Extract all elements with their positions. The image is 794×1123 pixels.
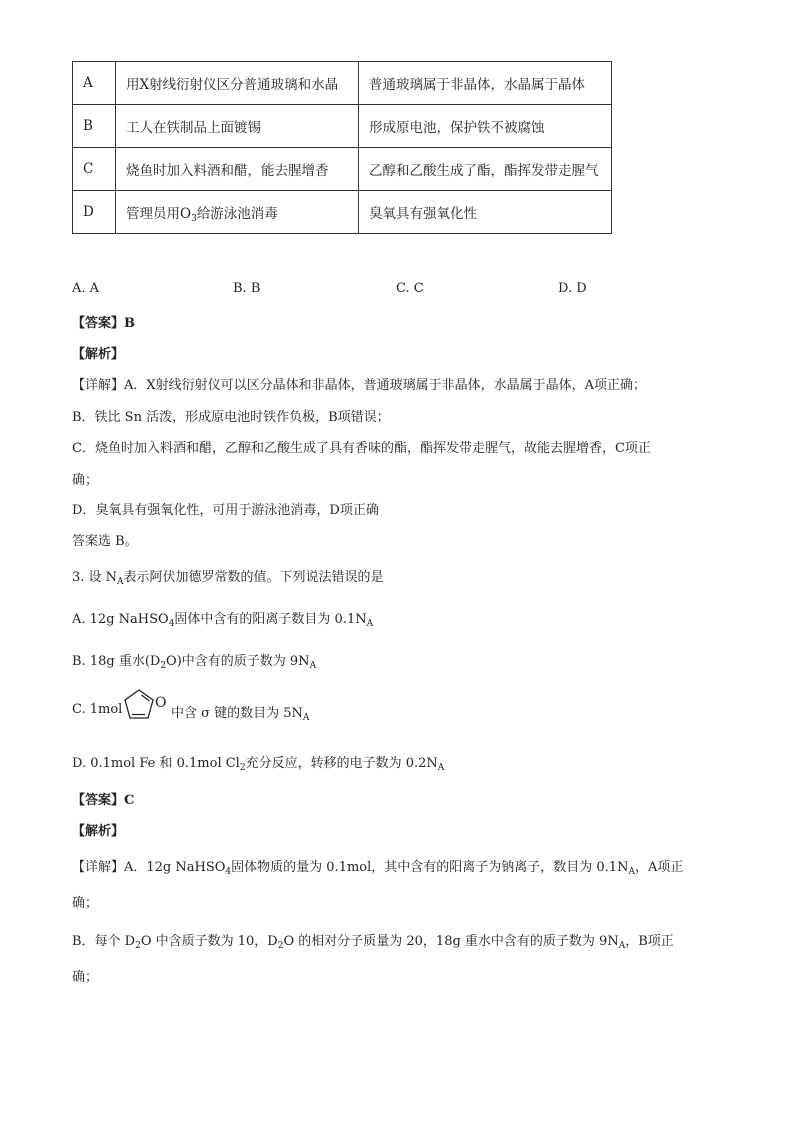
row-explanation: 乙醇和乙酸生成了酯，酯挥发带走腥气 [359,148,612,191]
q3-option-c-prefix: C. 1mol [72,702,123,717]
choice-b: B. B [233,281,261,296]
furan-structure-icon [122,686,172,728]
q2-detail-line: 答案选 B。 [72,534,138,549]
table-row [73,105,612,148]
q3-analysis-heading: 【解析】 [72,824,125,839]
q2-analysis-heading: 【解析】 [72,347,125,362]
choice-a: A. A [72,281,100,296]
q3-stem: 3. 设 $N_A$表示阿伏加德罗常数的值。下列说法错误的是 [72,570,384,587]
ring-oxygen-label: O [155,695,167,711]
q3-option-c: 中含 σ 键的数目为 $5N_A$ [171,706,310,723]
q2-detail-line: 【详解】A．X射线衍射仪可以区分晶体和非晶体，普通玻璃属于非晶体，水晶属于晶体，A项正确； [72,378,647,393]
row-label: B [73,105,116,148]
row-label: C [73,148,116,191]
row-label: D [73,191,116,234]
q3-detail-line: 确； [72,896,99,911]
q3-option-d: D. 0.1mol Fe 和 0.1mol $Cl_2$充分反应，转移的电子数为 $0.2N_A$ [72,756,445,773]
q3-detail-line: 【详解】A．12g NaHSO$_4$固体物质的量为 0.1mol，其中含有的阳离子为钠离子，数目为 $0.1N_A$，A项正 [72,860,684,877]
row-explanation: 普通玻璃属于非晶体，水晶属于晶体 [359,62,612,105]
options-table [72,61,612,234]
row-explanation: 形成原电池，保护铁不被腐蚀 [359,105,612,148]
q3-option-a: A. 12g NaHSO$_4$固体中含有的阳离子数目为 $0.1N_A$ [72,612,374,629]
row-action: 管理员用$O_3$给游泳池消毒 [116,191,359,234]
q2-detail-line: D．臭氧具有强氧化性，可用于游泳池消毒，D项正确 [72,503,379,518]
q2-detail-line: C．烧鱼时加入料酒和醋，乙醇和乙酸生成了具有香味的酯，酯挥发带走腥气，故能去腥增香，C项正 [72,441,651,456]
choice-c: C. C [396,281,424,296]
q2-detail-line: 确； [72,473,99,488]
q2-answer: 【答案】B [72,316,135,331]
table-row [73,148,612,191]
table-row [73,191,612,234]
table-row [73,62,612,105]
choice-d: D. D [558,281,587,296]
row-action: 用X射线衍射仪区分普通玻璃和水晶 [116,62,359,105]
q3-detail-line: 确； [72,970,99,985]
row-label: A [73,62,116,105]
q3-detail-line: B．每个 $D_2O$ 中含质子数为 10，$D_2O$ 的相对分子质量为 20，18g 重水中含有的质子数为 $9N_A$，B项正 [72,934,674,951]
row-action: 工人在铁制品上面镀锡 [116,105,359,148]
q3-option-b: B. 18g 重水$(D_2O)$中含有的质子数为 $9N_A$ [72,654,317,671]
q2-detail-line: B．铁比 Sn 活泼，形成原电池时铁作负极，B项错误； [72,410,390,425]
row-explanation: 臭氧具有强氧化性 [359,191,612,234]
q3-answer: 【答案】C [72,793,135,808]
row-action: 烧鱼时加入料酒和醋，能去腥增香 [116,148,359,191]
